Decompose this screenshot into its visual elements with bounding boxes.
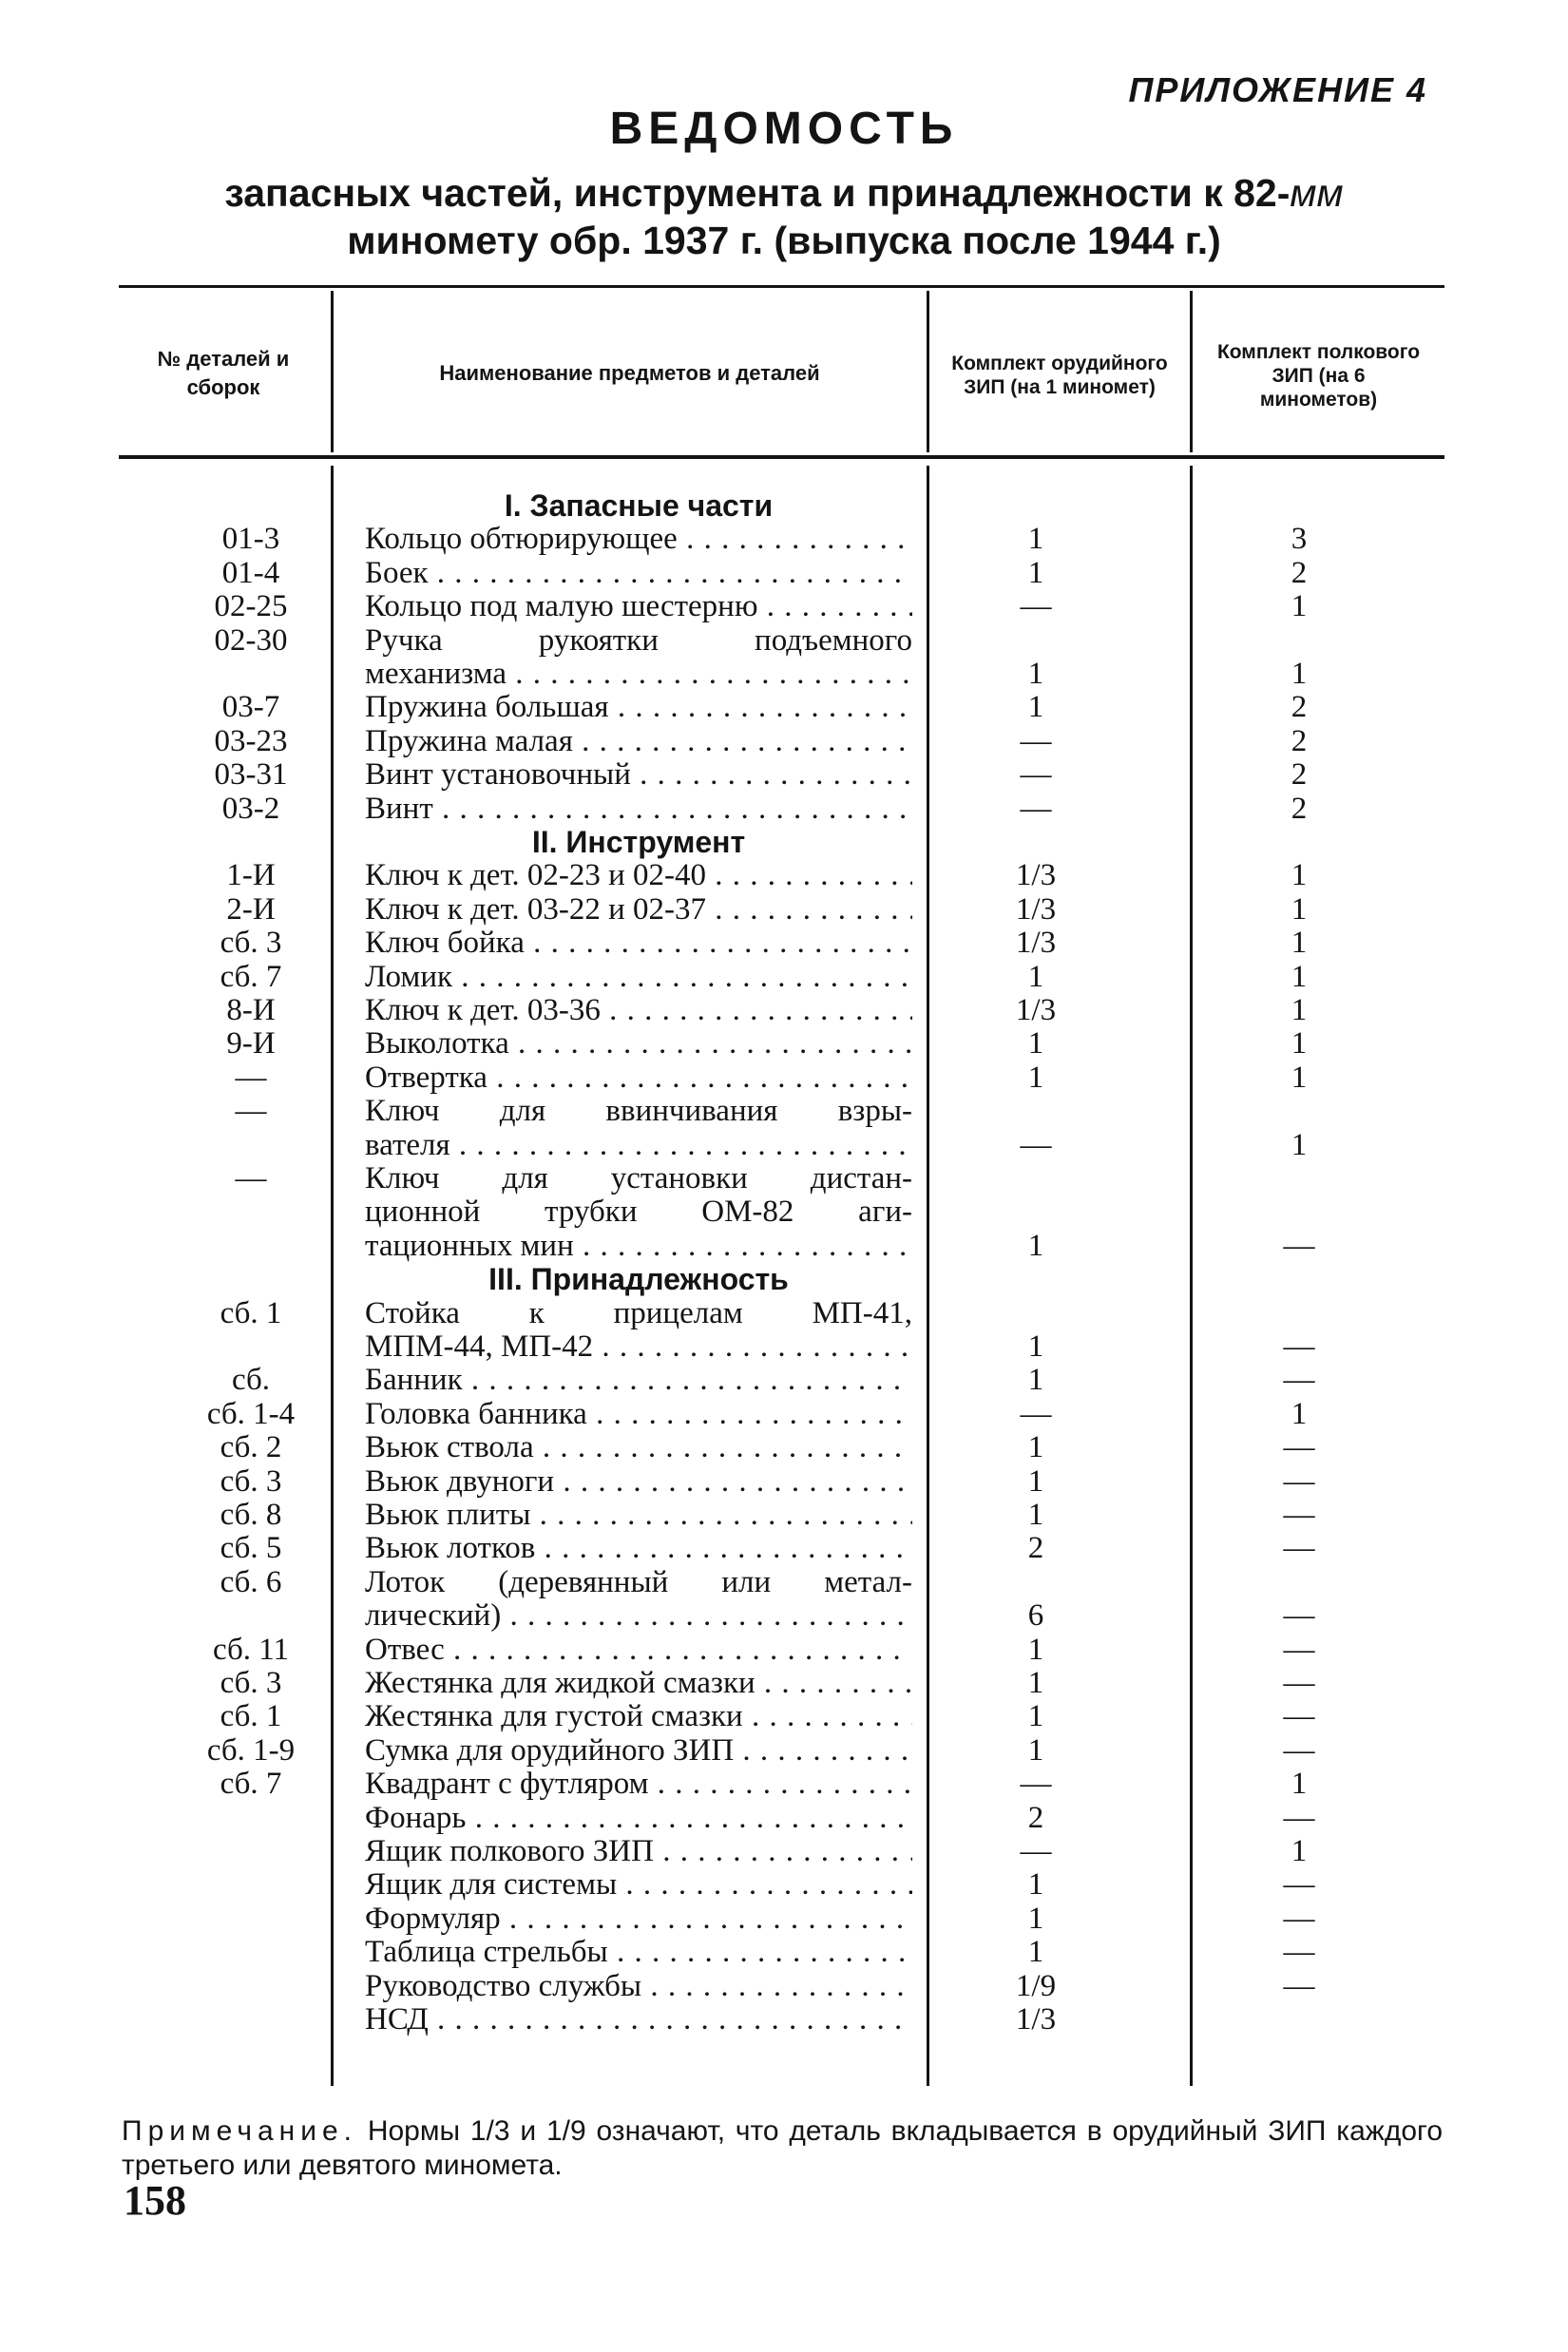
regiment-kit-qty: —: [1283, 1901, 1315, 1936]
table-row: [0, 1297, 1568, 1330]
regiment-kit-qty: 1: [1291, 1767, 1308, 1802]
table-row: [0, 1700, 1568, 1733]
regiment-kit-qty: 1: [1291, 589, 1308, 624]
table-row: [0, 1936, 1568, 1969]
table-row: [0, 1802, 1568, 1835]
battery-kit-qty: —: [1020, 723, 1052, 758]
section-heading-row: [0, 1263, 1568, 1296]
table-row: [0, 691, 1568, 724]
battery-kit-qty: —: [1020, 1396, 1052, 1431]
item-name-text: Лоток (деревянный или метал-: [365, 1564, 912, 1599]
subtitle-part-2: миномету обр. 1937 г. (выпуска после 1944 г.): [347, 219, 1221, 262]
part-number: сб. 7: [220, 959, 282, 994]
table-row: [0, 758, 1568, 792]
table-row: [0, 1835, 1568, 1868]
regiment-kit-qty: —: [1283, 1867, 1315, 1903]
header-divider-1: [331, 291, 334, 452]
part-number: сб. 3: [220, 1463, 282, 1499]
table-row: [0, 994, 1568, 1027]
section-heading: III. Принадлежность: [488, 1262, 789, 1297]
regiment-kit-qty: —: [1283, 1968, 1315, 2003]
regiment-kit-qty: 2: [1291, 791, 1308, 826]
header-divider-2: [927, 291, 929, 452]
document-subtitle: [105, 169, 1463, 264]
item-name: [365, 1162, 912, 1195]
item-name-text: Винт установочный . . .: [365, 758, 912, 792]
item-name: [365, 1465, 912, 1499]
regiment-kit-qty: 1: [1291, 1834, 1308, 1868]
part-number: сб. 5: [220, 1531, 282, 1566]
item-name-text: Ключ к дет. 03-22 и 02-37 . . .: [365, 893, 912, 927]
battery-kit-qty: 1/3: [1015, 2002, 1057, 2036]
subtitle-unit: мм: [1290, 171, 1344, 215]
page-number: 158: [124, 2177, 186, 2224]
item-name-text: Выколотка . . .: [365, 1027, 912, 1061]
part-number: сб. 2: [220, 1430, 282, 1465]
item-name: [365, 927, 912, 960]
item-name-text: Руководство службы . . .: [365, 1970, 912, 2003]
battery-kit-qty: 6: [1027, 1598, 1044, 1634]
item-name-text: вателя . . .: [365, 1129, 912, 1162]
item-name-text: Вьюк лотков . . .: [365, 1532, 912, 1565]
table-row: [0, 523, 1568, 556]
regiment-kit-qty: 1: [1291, 657, 1308, 691]
item-name: [365, 624, 912, 658]
item-name-text: Ключ для установки дистан-: [365, 1161, 912, 1195]
item-name-text: Квадрант с футляром . . .: [365, 1768, 912, 1801]
regiment-kit-qty: —: [1283, 1632, 1315, 1667]
item-name-text: Отвес . . .: [365, 1634, 912, 1667]
battery-kit-qty: 2: [1027, 1800, 1044, 1835]
regiment-kit-qty: 1: [1291, 993, 1308, 1027]
regiment-kit-qty: —: [1283, 1531, 1315, 1566]
item-name-text: Вьюк плиты . . .: [365, 1499, 912, 1532]
item-name-text: Боек . . .: [365, 557, 912, 590]
table-row: [0, 1330, 1568, 1364]
table-row: [0, 1129, 1568, 1162]
regiment-kit-qty: —: [1283, 1666, 1315, 1700]
part-number: сб. 1: [220, 1295, 282, 1330]
item-name: [365, 859, 912, 892]
item-name-text: Ключ к дет. 03-36 . . .: [365, 994, 912, 1027]
part-number: сб. 11: [212, 1632, 290, 1667]
regiment-kit-qty: —: [1283, 1463, 1315, 1499]
part-number: —: [235, 1161, 267, 1195]
item-name: [365, 1195, 912, 1229]
battery-kit-qty: 1: [1027, 1901, 1044, 1936]
item-name-text: Жестянка для жидкой смазки . . .: [365, 1667, 912, 1700]
regiment-kit-qty: 1: [1291, 858, 1308, 893]
part-number: 03-31: [214, 757, 288, 793]
part-number: 2-И: [226, 891, 276, 927]
battery-kit-qty: 1: [1027, 1935, 1044, 1970]
battery-kit-qty: 1: [1027, 1498, 1044, 1532]
battery-kit-qty: —: [1020, 589, 1052, 624]
item-name-text: механизма . . .: [365, 658, 912, 691]
table-row: [0, 859, 1568, 892]
table-row: [0, 893, 1568, 927]
battery-kit-qty: 1/3: [1015, 926, 1057, 961]
battery-kit-qty: 1/9: [1015, 1968, 1057, 2003]
regiment-kit-qty: 3: [1291, 522, 1308, 557]
table-row: [0, 1566, 1568, 1599]
table-row: [0, 725, 1568, 758]
footnote: [122, 2114, 1443, 2183]
battery-kit-qty: —: [1020, 791, 1052, 826]
item-name: [365, 1802, 912, 1835]
battery-kit-qty: 1/3: [1015, 858, 1057, 893]
table-row: [0, 1095, 1568, 1128]
item-name: [365, 658, 912, 691]
table-row: [0, 1027, 1568, 1061]
table-row: [0, 1599, 1568, 1633]
table-row: [0, 624, 1568, 658]
regiment-kit-qty: 1: [1291, 959, 1308, 994]
item-name-text: Вьюк двуноги . . .: [365, 1465, 912, 1499]
regiment-kit-qty: —: [1283, 1363, 1315, 1398]
regiment-kit-qty: 2: [1291, 690, 1308, 725]
regiment-kit-qty: 1: [1291, 1026, 1308, 1061]
item-name-text: тационных мин . . .: [365, 1230, 912, 1263]
part-number: 01-4: [221, 555, 280, 590]
item-name: [365, 1936, 912, 1969]
item-name-text: Кольцо обтюрирующее . . .: [365, 523, 912, 556]
item-name: [365, 1566, 912, 1599]
battery-kit-qty: 1/3: [1015, 891, 1057, 927]
item-name: [365, 1532, 912, 1565]
item-name: [365, 1599, 912, 1633]
table-row: [0, 1195, 1568, 1229]
battery-kit-qty: 1: [1027, 1363, 1044, 1398]
item-name: [365, 1868, 912, 1902]
item-name-text: Ящик полкового ЗИП . . .: [365, 1835, 912, 1868]
table-row: [0, 961, 1568, 994]
part-number: 1-И: [226, 858, 276, 893]
battery-kit-qty: —: [1020, 1127, 1052, 1162]
table-row: [0, 1667, 1568, 1700]
table-row: [0, 1970, 1568, 2003]
part-number: —: [235, 1060, 267, 1095]
battery-kit-qty: 1: [1027, 1867, 1044, 1903]
battery-kit-qty: —: [1020, 757, 1052, 793]
regiment-kit-qty: —: [1283, 1228, 1315, 1263]
item-name: [365, 1230, 912, 1263]
table-top-rule: [119, 285, 1444, 288]
item-name-text: ционной трубки ОМ-82 аги-: [365, 1195, 912, 1230]
item-name: [365, 1734, 912, 1768]
footnote-text: Нормы 1/3 и 1/9 означают, что деталь вкладывается в орудийный ЗИП каждого третьего или девятого миномета.: [122, 2115, 1444, 2181]
battery-kit-qty: 1: [1027, 1632, 1044, 1667]
item-name-text: Ломик . . .: [365, 961, 912, 994]
header-item-names: Наименование предметов и деталей: [439, 360, 820, 385]
part-number: сб. 1: [220, 1699, 282, 1734]
regiment-kit-qty: —: [1283, 1935, 1315, 1970]
table-row: [0, 2003, 1568, 2036]
item-name: [365, 1061, 912, 1095]
table-row: [0, 1634, 1568, 1667]
regiment-kit-qty: 2: [1291, 757, 1308, 793]
section-heading: II. Инструмент: [531, 825, 746, 859]
item-name-text: НСД . . .: [365, 2003, 912, 2036]
item-name-text: Пружина большая . . .: [365, 691, 912, 724]
table-row: [0, 1868, 1568, 1902]
item-name-text: Формуляр . . .: [365, 1903, 912, 1936]
item-name-text: Головка банника . . .: [365, 1398, 912, 1431]
section-heading: I. Запасные части: [504, 488, 774, 523]
table-row: [0, 1061, 1568, 1095]
item-name-text: Жестянка для густой смазки . . .: [365, 1700, 912, 1733]
part-number: сб.: [231, 1363, 271, 1398]
regiment-kit-qty: —: [1283, 1430, 1315, 1465]
part-number: 03-7: [221, 690, 280, 725]
table-row: [0, 1162, 1568, 1195]
item-name: [365, 1903, 912, 1936]
section-heading-row: [0, 826, 1568, 859]
item-name: [365, 2003, 912, 2036]
item-name: [365, 1129, 912, 1162]
item-name: [365, 1768, 912, 1801]
battery-kit-qty: 1: [1027, 1666, 1044, 1700]
header-battery-kit: Комплект орудийного ЗИП (на 1 миномет): [951, 353, 1168, 398]
item-name: [365, 523, 912, 556]
regiment-kit-qty: 1: [1291, 1060, 1308, 1095]
regiment-kit-qty: —: [1283, 1732, 1315, 1768]
regiment-kit-qty: 1: [1291, 1127, 1308, 1162]
item-name-text: Ключ для ввинчивания взры-: [365, 1094, 912, 1129]
battery-kit-qty: 1: [1027, 1228, 1044, 1263]
item-name: [365, 1634, 912, 1667]
regiment-kit-qty: 1: [1291, 891, 1308, 927]
table-row: [0, 1903, 1568, 1936]
table-row: [0, 793, 1568, 826]
battery-kit-qty: 2: [1027, 1531, 1044, 1566]
item-name: [365, 1297, 912, 1330]
battery-kit-qty: 1: [1027, 1463, 1044, 1499]
item-name: [365, 961, 912, 994]
item-name: [365, 691, 912, 724]
regiment-kit-qty: 1: [1291, 1396, 1308, 1431]
item-name: [365, 1970, 912, 2003]
regiment-kit-qty: 2: [1291, 723, 1308, 758]
part-number: сб. 6: [220, 1564, 282, 1599]
table-row: [0, 1734, 1568, 1768]
part-number: сб. 1-4: [206, 1396, 296, 1431]
item-name: [365, 1700, 912, 1733]
table-row: [0, 1532, 1568, 1565]
battery-kit-qty: 1: [1027, 1430, 1044, 1465]
part-number: —: [235, 1094, 267, 1129]
table-row: [0, 1465, 1568, 1499]
item-name-text: Кольцо под малую шестерню . . .: [365, 590, 912, 623]
table-row: [0, 658, 1568, 691]
regiment-kit-qty: 2: [1291, 555, 1308, 590]
item-name: [365, 1027, 912, 1061]
item-name: [365, 793, 912, 826]
item-name-text: Фонарь . . .: [365, 1802, 912, 1835]
item-name: [365, 557, 912, 590]
footnote-label: Примечание.: [122, 2115, 357, 2147]
section-heading-row: [0, 489, 1568, 523]
item-name-text: Сумка для орудийного ЗИП . . .: [365, 1734, 912, 1768]
item-name: [365, 1835, 912, 1868]
item-name: [365, 1330, 912, 1364]
part-number: 03-23: [214, 723, 288, 758]
table-row: [0, 557, 1568, 590]
table-row: [0, 1230, 1568, 1263]
battery-kit-qty: 1: [1027, 1732, 1044, 1768]
battery-kit-qty: 1: [1027, 1329, 1044, 1364]
table-row: [0, 1431, 1568, 1464]
item-name-text: Вьюк ствола . . .: [365, 1431, 912, 1464]
item-name-text: Винт . . .: [365, 793, 912, 826]
part-number: 9-И: [226, 1026, 276, 1061]
document-title: ВЕДОМОСТЬ: [609, 104, 959, 154]
subtitle-part-1: запасных частей, инструмента и принадлежности к 82-: [224, 171, 1291, 215]
battery-kit-qty: —: [1020, 1767, 1052, 1802]
item-name: [365, 1667, 912, 1700]
table-row: [0, 1364, 1568, 1397]
regiment-kit-qty: —: [1283, 1329, 1315, 1364]
item-name: [365, 1364, 912, 1397]
table-row: [0, 1768, 1568, 1801]
item-name-text: Ключ к дет. 02-23 и 02-40 . . .: [365, 859, 912, 892]
item-name: [365, 1431, 912, 1464]
battery-kit-qty: 1: [1027, 555, 1044, 590]
part-number: сб. 3: [220, 1666, 282, 1700]
item-name: [365, 590, 912, 623]
item-name-text: лический) . . .: [365, 1599, 912, 1633]
battery-kit-qty: —: [1020, 1834, 1052, 1868]
battery-kit-qty: 1: [1027, 657, 1044, 691]
part-number: 02-30: [214, 622, 288, 658]
appendix-label: ПРИЛОЖЕНИЕ 4: [1128, 70, 1427, 109]
battery-kit-qty: 1/3: [1015, 993, 1057, 1027]
item-name: [365, 994, 912, 1027]
part-number: 8-И: [226, 993, 276, 1027]
part-number: 03-2: [221, 791, 280, 826]
part-number: сб. 3: [220, 926, 282, 961]
item-name: [365, 1398, 912, 1431]
regiment-kit-qty: —: [1283, 1800, 1315, 1835]
regiment-kit-qty: 1: [1291, 926, 1308, 961]
battery-kit-qty: 1: [1027, 1060, 1044, 1095]
part-number: 01-3: [221, 522, 280, 557]
item-name: [365, 893, 912, 927]
header-regiment-kit: Комплект полкового ЗИП (на 6 минометов): [1216, 340, 1421, 411]
header-part-numbers: № деталей и сборок: [157, 346, 290, 399]
item-name-text: Ключ бойка . . .: [365, 927, 912, 960]
item-name: [365, 1499, 912, 1532]
item-name-text: Ручка рукоятки подъемного: [365, 622, 912, 658]
table-row: [0, 1499, 1568, 1532]
item-name-text: Банник . . .: [365, 1364, 912, 1397]
table-row: [0, 1398, 1568, 1431]
item-name-text: Отвертка . . .: [365, 1061, 912, 1095]
table-header-rule: [119, 455, 1444, 459]
part-number: 02-25: [214, 589, 288, 624]
regiment-kit-qty: —: [1283, 1699, 1315, 1734]
battery-kit-qty: 1: [1027, 959, 1044, 994]
item-name-text: Ящик для системы . . .: [365, 1868, 912, 1902]
battery-kit-qty: 1: [1027, 690, 1044, 725]
regiment-kit-qty: —: [1283, 1498, 1315, 1532]
regiment-kit-qty: —: [1283, 1598, 1315, 1634]
item-name-text: Стойка к прицелам МП-41,: [365, 1295, 912, 1330]
item-name: [365, 725, 912, 758]
item-name-text: Пружина малая . . .: [365, 725, 912, 758]
battery-kit-qty: 1: [1027, 522, 1044, 557]
battery-kit-qty: 1: [1027, 1699, 1044, 1734]
part-number: сб. 8: [220, 1498, 282, 1532]
header-divider-3: [1190, 291, 1193, 452]
item-name-text: Таблица стрельбы . . .: [365, 1936, 912, 1969]
item-name: [365, 758, 912, 792]
part-number: сб. 1-9: [206, 1732, 296, 1768]
battery-kit-qty: 1: [1027, 1026, 1044, 1061]
item-name-text: МПМ-44, МП-42 . . .: [365, 1330, 912, 1364]
item-name: [365, 1095, 912, 1128]
table-row: [0, 590, 1568, 623]
table-row: [0, 927, 1568, 960]
part-number: сб. 7: [220, 1767, 282, 1802]
